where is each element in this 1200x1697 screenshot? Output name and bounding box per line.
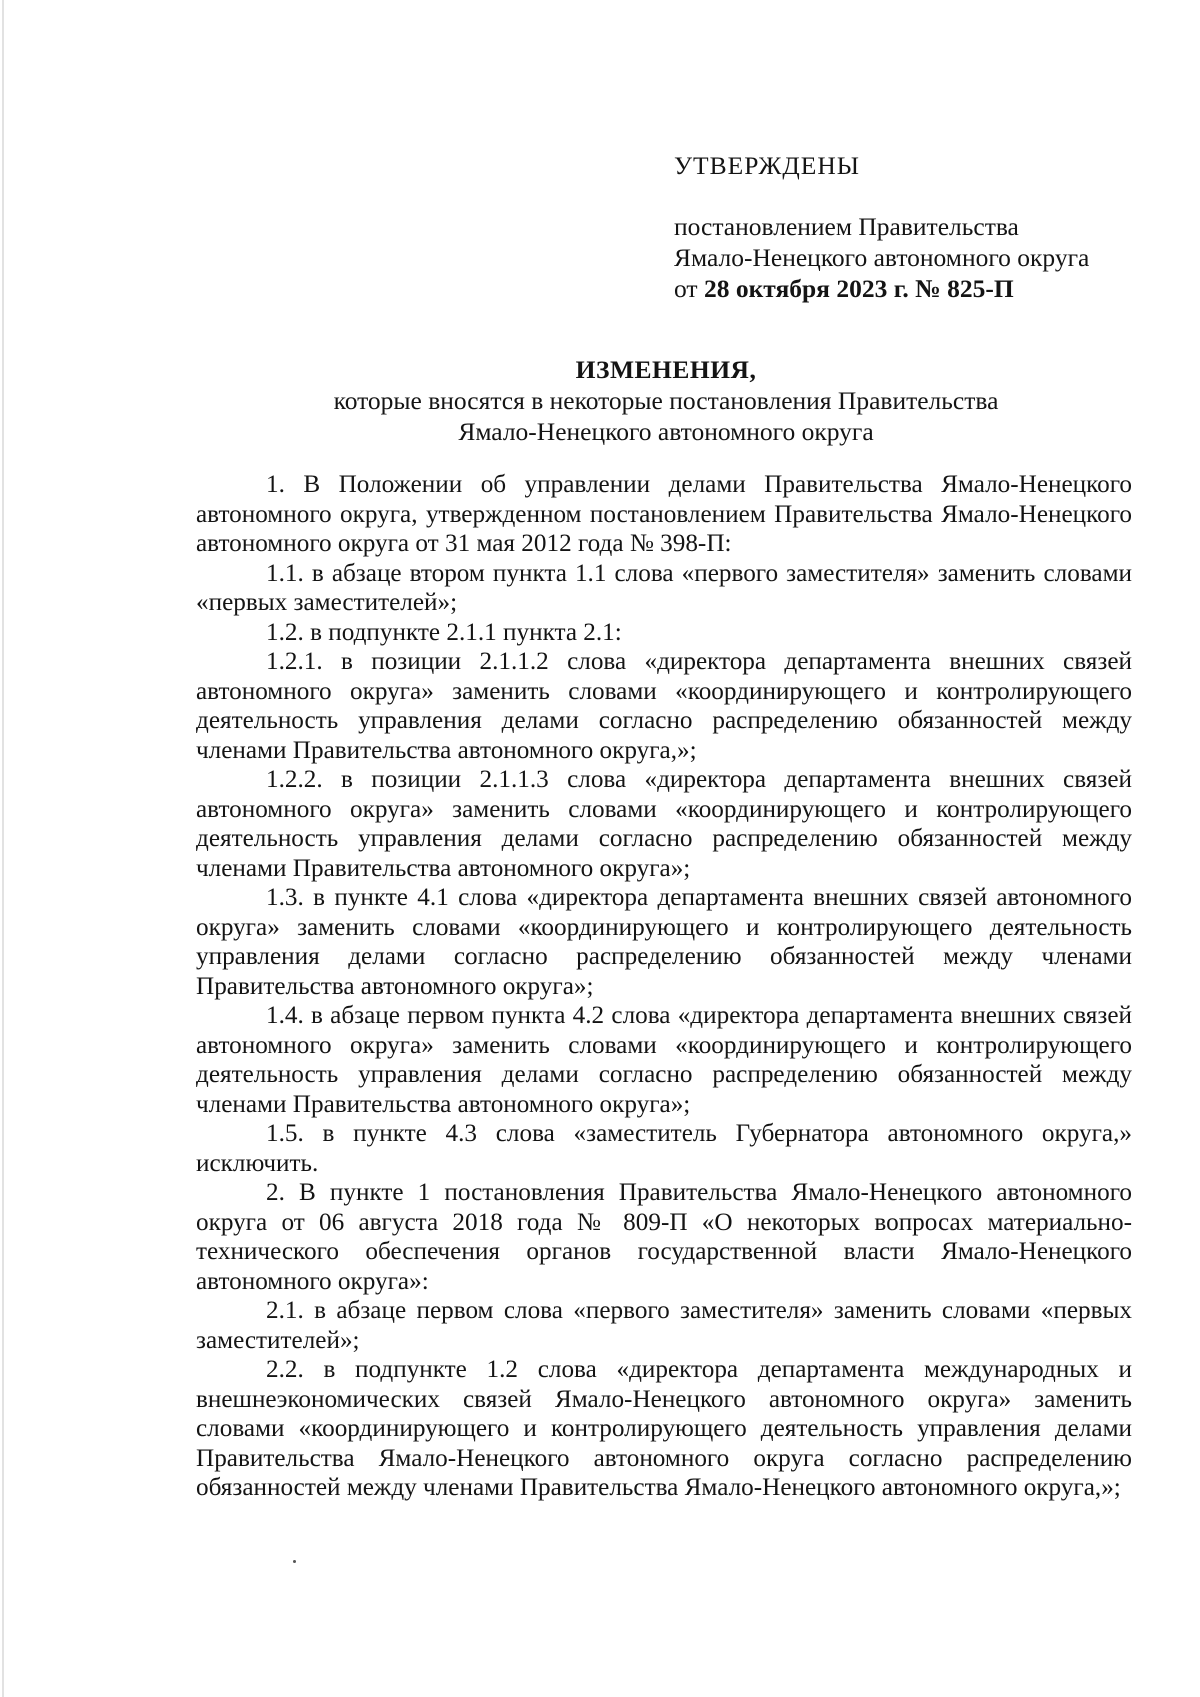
paragraph-1-5: 1.5. в пункте 4.3 слова «заместитель Губернатора автономного округа,» исключить. — [196, 1120, 1132, 1177]
approval-from: от — [674, 274, 698, 303]
paragraph-1-1: 1.1. в абзаце втором пункта 1.1 слова «первого заместителя» заменить словами «первых заместителей»; — [196, 559, 1132, 616]
paragraph-1-2: 1.2. в подпункте 2.1.1 пункта 2.1: — [266, 618, 622, 646]
document-title: ИЗМЕНЕНИЯ, — [575, 355, 757, 384]
approval-date-line — [674, 273, 1134, 304]
paragraph-2: 2. В пункте 1 постановления Правительства Ямало-Ненецкого автономного округа от 06 августа 2018 года № 809-П «О некоторых вопросах материально-технического обеспечения органов государственной власти Ямало-Ненецкого автономного округа»: — [196, 1179, 1132, 1295]
paragraph-1-3: 1.3. в пункте 4.1 слова «директора департамента внешних связей автономного округа» заменить словами «координирующего и контролирующего деятельность управления делами согласно распределению обязанностей между членами Правительства автономного округа»; — [196, 884, 1132, 1000]
paragraph-1-2-2: 1.2.2. в позиции 2.1.1.3 слова «директора департамента внешних связей автономного округа» заменить словами «координирующего и контролирующего деятельность управления делами согласно распределению обязанностей между членами Правительства автономного округа»; — [196, 766, 1132, 882]
document-subtitle-line-1: которые вносятся в некоторые постановления Правительства — [333, 386, 999, 415]
paragraph-1-2-1: 1.2.1. в позиции 2.1.1.2 слова «директора департамента внешних связей автономного округа» заменить словами «координирующего и контролирующего деятельность управления делами согласно распределению обязанностей между членами Правительства автономного округа,»; — [196, 648, 1132, 764]
approval-line-2: Ямало-Ненецкого автономного округа — [674, 243, 1090, 272]
approval-line-1: постановлением Правительства — [674, 212, 1019, 241]
paragraph-2-2: 2.2. в подпункте 1.2 слова «директора департамента международных и внешнеэкономических связей Ямало-Ненецкого автономного округа» заменить словами «координирующего и контролирующего деятельность управления делами Правительства Ямало-Ненецкого автономного округа согласно распределению обязанностей между членами Правительства Ямало-Ненецкого автономного округа,»; — [196, 1356, 1132, 1501]
page-edge — [2, 0, 4, 1697]
paragraph-2-1: 2.1. в абзаце первом слова «первого заместителя» заменить словами «первых заместителей»; — [196, 1297, 1132, 1354]
approved-label: УТВЕРЖДЕНЫ — [674, 151, 860, 180]
scan-speck — [293, 1560, 296, 1563]
approval-date: 28 октября 2023 г. № 825-П — [703, 274, 1014, 303]
paragraph-1-4: 1.4. в абзаце первом пункта 4.2 слова «директора департамента внешних связей автономного округа» заменить словами «координирующего и контролирующего деятельность управления делами согласно распределению обязанностей между членами Правительства автономного округа»; — [196, 1002, 1132, 1118]
paragraph-1: 1. В Положении об управлении делами Правительства Ямало-Ненецкого автономного округа, утвержденном постановлением Правительства Ямало-Ненецкого автономного округа от 31 мая 2012 года № 398-П: — [196, 471, 1132, 557]
document-body — [196, 470, 1132, 1503]
document-subtitle-line-2: Ямало-Ненецкого автономного округа — [458, 417, 874, 446]
approval-stamp — [674, 150, 1134, 304]
document-heading — [196, 354, 1136, 447]
